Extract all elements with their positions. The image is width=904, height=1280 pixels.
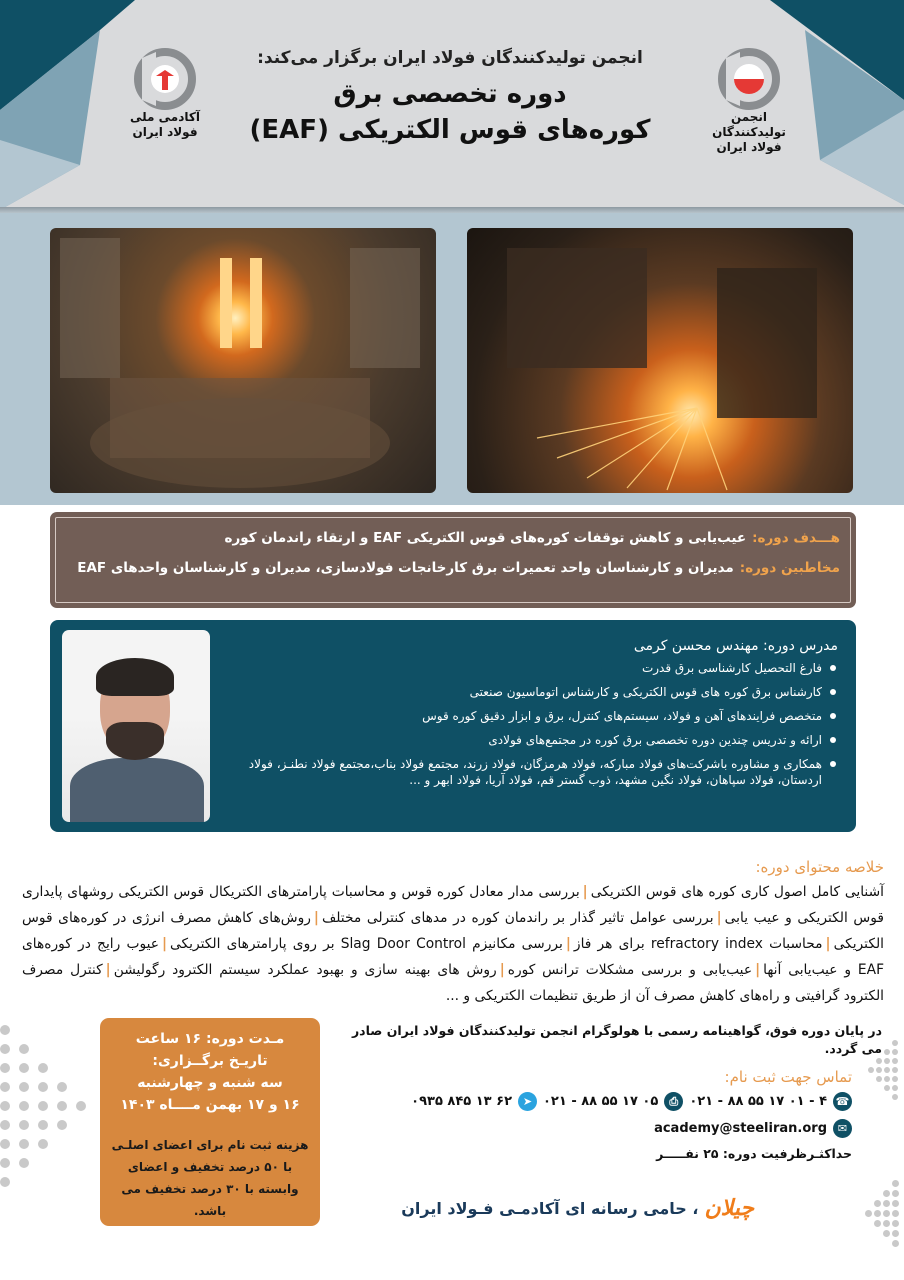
instructor-name: مدرس دوره: مهندس محسن کرمی <box>633 638 838 654</box>
summary-topic: عیب‌یابی و بررسی مشکلات ترانس کوره <box>507 962 753 978</box>
instructor-credentials <box>218 660 838 788</box>
association-logo-icon <box>718 48 780 110</box>
academy-logo-line2: فولاد ایران <box>132 125 198 139</box>
topic-separator: | <box>825 936 831 952</box>
schedule-box <box>100 1018 320 1226</box>
email-link[interactable]: academy@steeliran.org <box>654 1121 827 1136</box>
dots-decoration-right-top <box>866 1040 904 1120</box>
association-logo-line2: فولاد ایران <box>716 140 782 154</box>
topic-separator: | <box>565 936 571 952</box>
summary-topic: محاسبات refractory index برای هر فاز <box>573 936 823 952</box>
summary-topic: کنترل مصرف الکترود گرافیتی و راه‌های کاهش مصرف آن از طریق تنظیمات الکتریکی و ... <box>22 962 884 1004</box>
course-summary <box>22 858 884 1009</box>
media-sponsor <box>401 1196 754 1221</box>
sponsor-logo: چیلان <box>704 1196 754 1221</box>
title-block <box>220 48 680 148</box>
summary-topic: عیوب رایج در کوره‌های EAF و عیب‌یابی آنها <box>22 936 885 978</box>
course-capacity: حداکثـرظرفیت دوره: ۲۵ نفـــــر <box>656 1146 852 1161</box>
dots-decoration-left <box>0 1025 90 1195</box>
topic-separator: | <box>755 962 761 978</box>
course-days: سه شنبه و چهارشنبه <box>137 1075 283 1091</box>
topic-separator: | <box>313 910 319 926</box>
furnace-illustration <box>50 228 436 493</box>
topic-separator: | <box>499 962 505 978</box>
summary-topic: روش های بهینه سازی و بهبود عملکرد سیستم الکترود رگولیشن <box>113 962 497 978</box>
telegram-icon: ➤ <box>518 1092 537 1111</box>
date-label: تاریـخ برگــزاری: <box>152 1053 268 1069</box>
sponsor-text: ، حامی رسانه ای آکادمـی فـولاد ایران <box>401 1199 699 1218</box>
association-logo-line1: انجمن تولیدکنندگان <box>712 110 786 139</box>
contact-phones <box>332 1092 852 1111</box>
fax-number[interactable]: ۰۲۱ - ۸۸ ۵۵ ۱۷ ۰۵ <box>543 1094 659 1109</box>
association-logo <box>694 48 804 155</box>
mail-icon: ✉ <box>833 1119 852 1138</box>
telegram-number[interactable]: ۰۹۳۵ ۸۴۵ ۱۳ ۶۲ <box>411 1094 512 1109</box>
instructor-photo <box>62 630 210 822</box>
header-banner <box>0 0 904 210</box>
credential-item: ارائه و تدریس چندین دوره تخصصی برق کوره در مجتمع‌های فولادی <box>218 732 838 748</box>
course-audience-text: مدیران و کارشناسان واحد تعمیرات برق کارخانجات فولادسازی، مدیران و کارشناسان واحدهای EAF <box>77 560 734 576</box>
course-title-line2: کوره‌های قوس الکتریکی (EAF) <box>249 115 651 145</box>
summary-topic: روش‌های کاهش مصرف انرژی در کوره‌های قوس الکتریکی <box>22 910 884 952</box>
phone-number[interactable]: ۰۲۱ - ۸۸ ۵۵ ۱۷ ۰۱ - ۴ <box>689 1094 827 1109</box>
course-title-line1: دوره تخصصی برق <box>333 79 567 109</box>
dots-decoration-right-bottom <box>860 1180 904 1260</box>
summary-topic: بررسی عوامل تاثیر گذار بر راندمان کوره در مدهای کنترلی مختلف <box>321 910 714 926</box>
molten-steel-photo <box>467 228 853 493</box>
academy-logo-icon <box>134 48 196 110</box>
course-date: ۱۶ و ۱۷ بهمن مــــاه ۱۴۰۳ <box>120 1097 300 1113</box>
contact-email-row <box>332 1119 852 1138</box>
summary-topic: بررسی مکانیزم Slag Door Control بر روی پارامترهای الکتریکی <box>170 936 563 952</box>
credential-item: همکاری و مشاوره باشرکت‌های فولاد مبارکه، فولاد هرمزگان، فولاد زرند، مجتمع فولاد بناب،مجتمع فولاد نطنـز، فولاد اردستان، فولاد سپاهان، فولاد نگین مشهد، ذوب گستر قم، فولاد آریا، فولاد ابهر و ... <box>218 756 838 788</box>
topic-separator: | <box>716 910 722 926</box>
certificate-note: در پایان دوره فوق، گواهینامه رسمی با هولوگرام انجمن تولیدکنندگان فولاد ایران صادر می گردد. <box>351 1023 882 1056</box>
course-duration: مـدت دوره: ۱۶ ساعت <box>135 1031 285 1047</box>
course-audience <box>66 560 840 576</box>
instructor-box <box>50 620 856 832</box>
topic-separator: | <box>161 936 168 952</box>
phone-icon: ☎ <box>833 1092 852 1111</box>
credential-item: کارشناس برق کوره های قوس الکتریکی و کارشناس اتوماسیون صنعتی <box>218 684 838 700</box>
summary-topic: آشنایی کامل اصول کاری کوره های قوس الکتریکی <box>590 884 884 900</box>
pouring-illustration <box>467 228 853 493</box>
summary-topic: بررسی مدار معادل کوره قوس و محاسبات پارامترهای الکتریکال قوس الکتریکی روشهای پایداری قوس الکتریکی و عیب یابی <box>22 884 884 926</box>
contact-section <box>332 1068 852 1161</box>
eaf-furnace-photo <box>50 228 436 493</box>
course-goal <box>66 530 840 546</box>
summary-text <box>22 879 884 1009</box>
course-goal-text: عیب‌یابی و کاهش توقفات کوره‌های قوس الکتریکی EAF و ارتقاء راندمان کوره <box>224 530 747 546</box>
credential-item: متخصص فرایندهای آهن و فولاد، سیستم‌های کنترل، برق و ابزار دقیق کوره قوس <box>218 708 838 724</box>
contact-title: تماس جهت ثبت نام: <box>724 1068 852 1086</box>
academy-logo <box>120 48 210 140</box>
course-goal-label: هـــدف دوره: <box>752 530 840 546</box>
academy-logo-line1: آکادمی ملی <box>130 110 200 124</box>
registration-fee: هزینه ثبت نام برای اعضای اصلـی با ۵۰ درصد تخفیف و اعضای وابسته با ۳۰ درصد تخفیف می باشد. <box>111 1138 309 1218</box>
course-goals-box <box>50 512 856 608</box>
fax-icon: ⎙ <box>664 1092 683 1111</box>
topic-separator: | <box>582 884 588 900</box>
organizer-line: انجمن تولیدکنندگان فولاد ایران برگزار می‌کند: <box>257 48 643 68</box>
summary-title: خلاصه محتوای دوره: <box>755 858 884 876</box>
credential-item: فارغ التحصیل کارشناسی برق قدرت <box>218 660 838 676</box>
topic-separator: | <box>105 962 111 978</box>
course-audience-label: مخاطبین دوره: <box>739 560 840 576</box>
